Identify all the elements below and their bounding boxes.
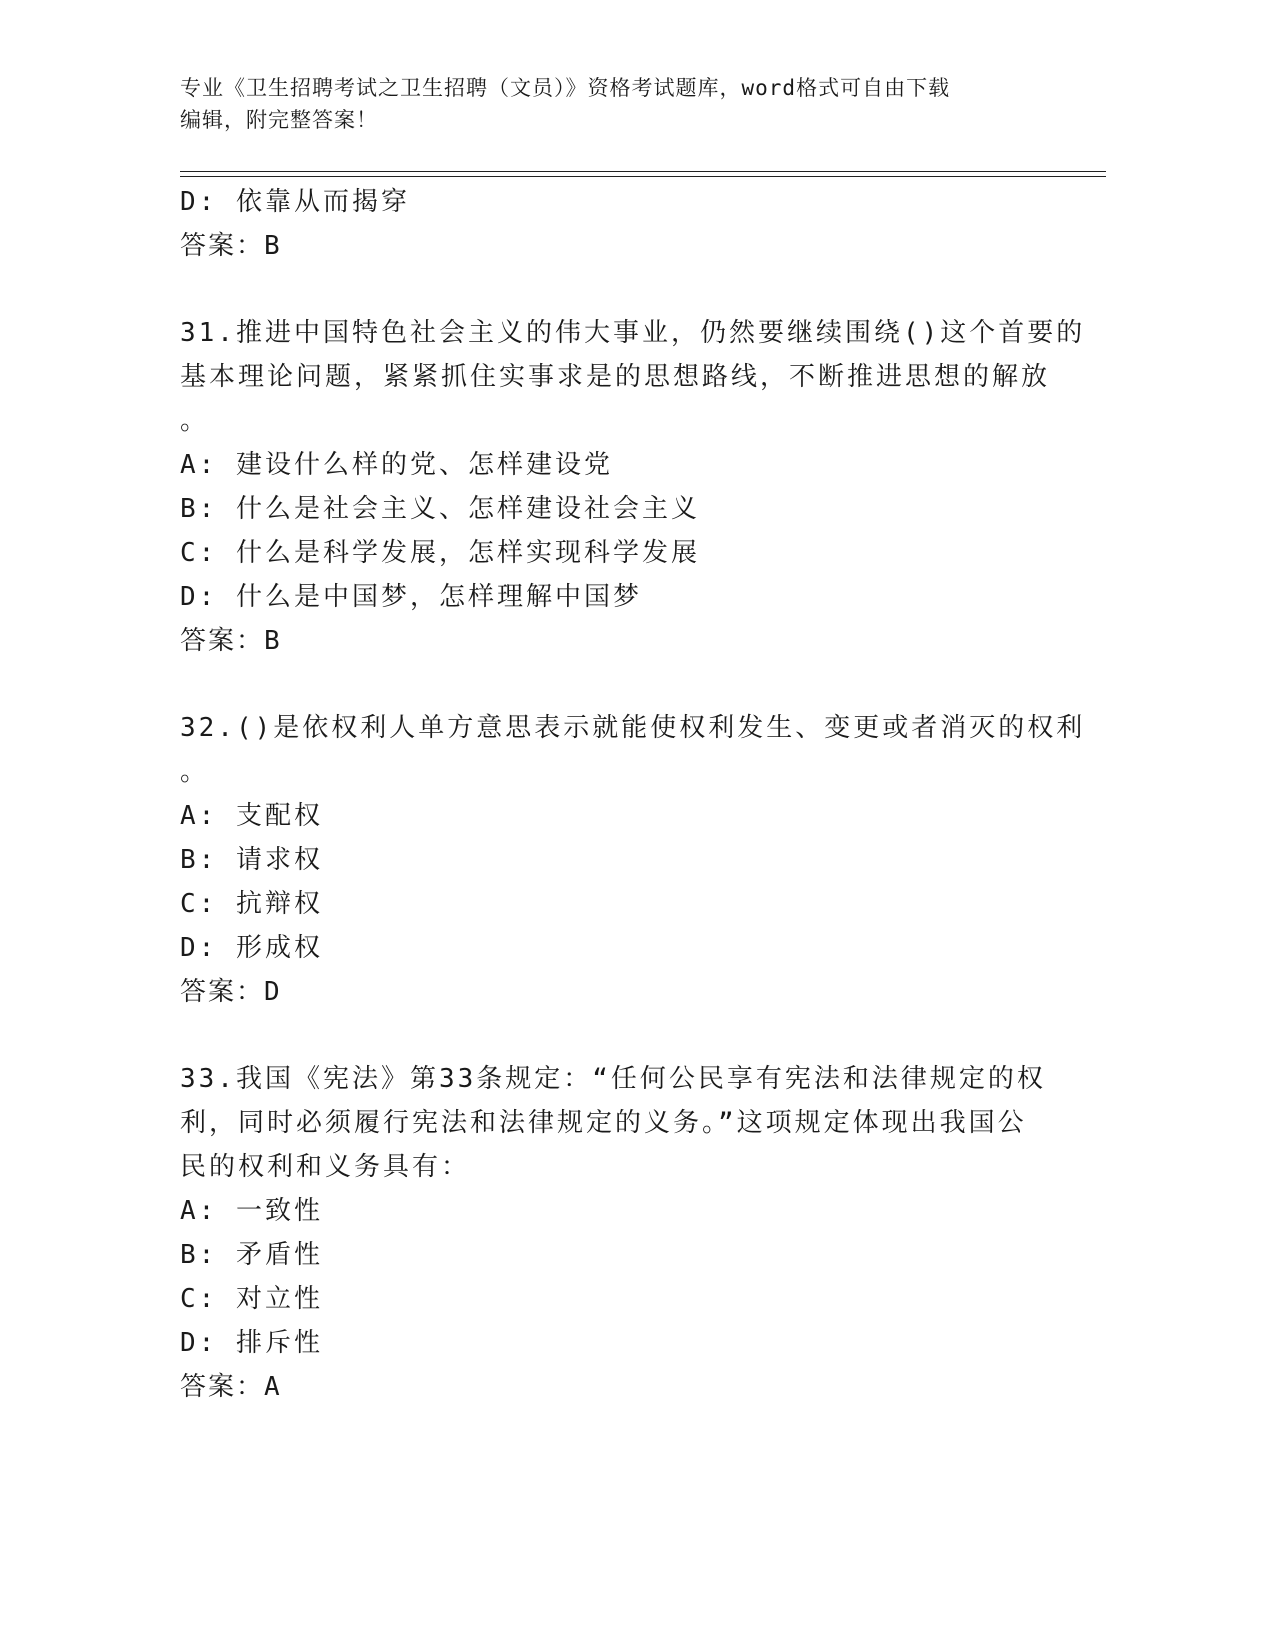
option-a: A: 支配权 (180, 801, 323, 831)
question-content (180, 184, 1086, 1413)
spacer (180, 667, 1040, 710)
spacer (180, 272, 1040, 315)
question-block (180, 710, 1086, 1018)
question-stem-line: 民的权利和义务具有： (180, 1152, 471, 1182)
answer-line: 答案：D (180, 977, 282, 1007)
option-b: B: 请求权 (180, 845, 323, 875)
option-b: B: 什么是社会主义、怎样建设社会主义 (180, 494, 700, 524)
option-a: A: 一致性 (180, 1196, 323, 1226)
option-c: C: 什么是科学发展，怎样实现科学发展 (180, 538, 700, 568)
question-stem-line: 。 (180, 406, 210, 436)
question-stem-line: 基本理论问题，紧紧抓住实事求是的思想路线，不断推进思想的解放 (180, 362, 1051, 392)
option-d: D: 什么是中国梦，怎样理解中国梦 (180, 582, 642, 612)
carryover-option-d: D: 依靠从而揭穿 (180, 187, 410, 217)
question-stem-line: 。 (180, 757, 210, 787)
option-d: D: 形成权 (180, 933, 323, 963)
question-stem-line: 33.我国《宪法》第33条规定：“任何公民享有宪法和法律规定的权 (180, 1064, 1046, 1094)
question-block (180, 315, 1086, 667)
option-a: A: 建设什么样的党、怎样建设党 (180, 450, 613, 480)
option-b: B: 矛盾性 (180, 1240, 323, 1270)
option-c: C: 对立性 (180, 1284, 323, 1314)
question-stem-line: 32.()是依权利人单方意思表示就能使权利发生、变更或者消灭的权利 (180, 713, 1086, 743)
question-stem-line: 利，同时必须履行宪法和法律规定的义务。”这项规定体现出我国公 (180, 1108, 1027, 1138)
answer-line: 答案：B (180, 626, 282, 656)
header-line-2: 编辑，附完整答案！ (180, 108, 378, 132)
header-line-1: 专业《卫生招聘考试之卫生招聘（文员）》资格考试题库，word格式可自由下载 (180, 76, 951, 100)
carryover-answer: 答案：B (180, 231, 282, 261)
question-block (180, 1061, 1046, 1413)
question-stem-line: 31.推进中国特色社会主义的伟大事业，仍然要继续围绕()这个首要的 (180, 318, 1086, 348)
header-rule-bottom (180, 176, 1106, 177)
answer-line: 答案：A (180, 1372, 282, 1402)
option-d: D: 排斥性 (180, 1328, 323, 1358)
page-header (180, 72, 1060, 136)
spacer (180, 1018, 1040, 1061)
header-rule-top (180, 171, 1106, 172)
option-c: C: 抗辩权 (180, 889, 323, 919)
